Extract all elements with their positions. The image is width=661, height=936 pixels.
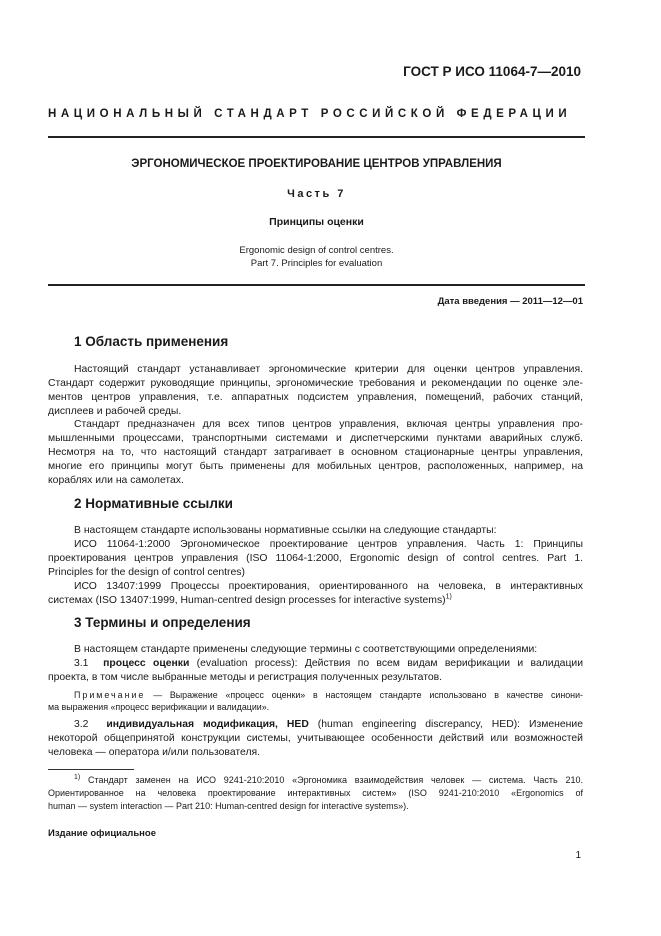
footnote-line: Ориентированное на человека проектирование интерактивных систем» (ISO 9241-210:2010 «Ergonomics of: [48, 788, 583, 798]
national-standard-banner: НАЦИОНАЛЬНЫЙ СТАНДАРТ РОССИЙСКОЙ ФЕДЕРАЦИИ: [48, 108, 572, 120]
paragraph-line: системах (ISO 13407:1999, Human-centred design processes for interactive systems)$^{1)}$: [48, 593, 452, 606]
paragraph-line: многие его принципы могут быть применены для мобильных центров, расположенных, например, на: [48, 461, 583, 472]
section-3-heading: 3 Термины и определения: [74, 615, 251, 630]
footnote-mark: 1): [74, 774, 81, 781]
english-title-line-1: Ergonomic design of control centres.: [239, 245, 394, 256]
term-name: индивидуальная модификация, HED: [106, 719, 309, 730]
page-number: 1: [575, 850, 581, 861]
official-edition-label: Издание официальное: [48, 828, 156, 839]
document-title: ЭРГОНОМИЧЕСКОЕ ПРОЕКТИРОВАНИЕ ЦЕНТРОВ УПРАВЛЕНИЯ: [131, 158, 502, 170]
paragraph-line: человека — оператора и/или пользователя.: [48, 747, 261, 758]
document-number: ГОСТ Р ИСО 11064-7—2010: [403, 64, 581, 79]
paragraph-line: Стандарт содержит руководящие принципы, эргономические требования и рекомендации по оценке эле-: [48, 378, 583, 389]
section-1-heading: 1 Область применения: [74, 334, 229, 349]
header-divider: [48, 136, 585, 138]
term-3-2: 3.2 индивидуальная модификация, HED (human engineering discrepancy, HED): Изменение: [74, 719, 583, 730]
paragraph-line: ментов центров управления, т.е. аппаратных подсистем управления, помещений, рабочих станций,: [48, 392, 583, 403]
term-name: процесс оценки: [103, 658, 190, 669]
paragraph-line: Стандарт предназначен для всех типов центров управления, включая центры управления про-: [74, 419, 583, 430]
document-subtitle: Принципы оценки: [269, 216, 364, 228]
paragraph-line: мышленными процессами, транспортными системами и диспетчерскими пунктами аварийных служб.: [48, 433, 583, 444]
footnote-divider: [48, 769, 134, 770]
footnote-reference[interactable]: 1): [445, 593, 452, 601]
note-label: Примечание: [74, 690, 146, 700]
paragraph-line: В настоящем стандарте применены следующие термины с соответствующими определениями:: [74, 644, 538, 655]
paragraph-line: дисплеев и рабочей среды.: [48, 406, 182, 417]
reference-iso-13407: ИСО 13407:1999 Процессы проектирования, ориентированного на человека, в интерактивных: [74, 581, 583, 592]
introduction-date: Дата введения — 2011—12—01: [437, 296, 583, 307]
paragraph-line: В настоящем стандарте использованы нормативные ссылки на следующие стандарты:: [74, 525, 497, 536]
paragraph-line: проекта, в том числе выбранные методы и регистрация полученных результатов.: [48, 672, 443, 683]
paragraph-line: кораблях или на самолетах.: [48, 475, 184, 486]
part-label: Часть 7: [287, 188, 346, 200]
paragraph-line: некоторой общепринятой конструкции системы, учитывающее особенности действий или возможностей: [48, 733, 583, 744]
paragraph-line: проектирования центров управления (ISO 11064-1:2000, Ergonomic design of control centres. Part 1.: [48, 553, 583, 564]
paragraph-line: Principles for the design of control centres): [48, 567, 245, 578]
title-divider: [48, 284, 585, 286]
term-3-1: 3.1 процесс оценки (evaluation process): Действия по всем видам верификации и валидации: [74, 658, 584, 669]
paragraph-line: Несмотря на то, что настоящий стандарт затрагивает в основном стационарные центры управления,: [48, 447, 583, 458]
section-2-heading: 2 Нормативные ссылки: [74, 496, 233, 511]
footnote-line: $^{1)}$ Стандарт заменен на ИСО 9241-210:2010 «Эргономика взаимодействия человек — система. Часть 210.: [74, 774, 583, 785]
reference-iso-11064-1: ИСО 11064-1:2000 Эргономическое проектирование центров управления. Часть 1: Принципы: [74, 539, 583, 550]
note-line: Примечание — Выражение «процесс оценки» в настоящем стандарте использовано в качестве синони-: [74, 690, 583, 700]
paragraph-line: Настоящий стандарт устанавливает эргономические критерии для оценки центров управления.: [74, 364, 583, 375]
note-line: ма выражения «процесс верификации и валидации».: [48, 702, 270, 712]
footnote-line: human — system interaction — Part 210: Human-centred design for interactive systems»).: [48, 801, 409, 811]
english-title-line-2: Part 7. Principles for evaluation: [250, 258, 383, 269]
